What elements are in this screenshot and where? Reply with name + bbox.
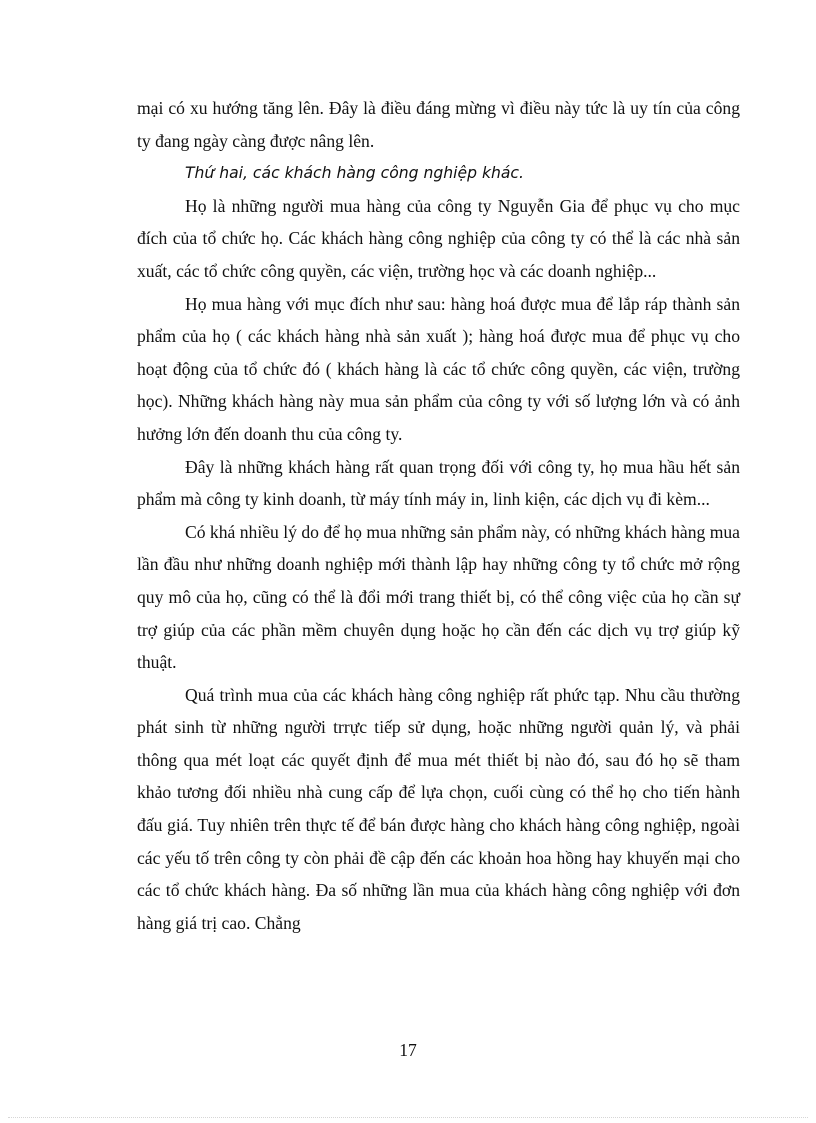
paragraph-continuation: mại có xu hướng tăng lên. Đây là điều đáng mừng vì điều này tức là uy tín của công ty đang ngày càng được nâng lên.: [137, 98, 740, 151]
body-text: [137, 92, 740, 939]
page-number: 17: [399, 1040, 417, 1060]
page-bottom-divider: [8, 1117, 808, 1118]
paragraph: Có khá nhiều lý do để họ mua những sản phẩm này, có những khách hàng mua lần đầu như những doanh nghiệp mới thành lập hay những công ty tổ chức mở rộng quy mô của họ, cũng có thể là đổi mới trang thiết bị, có thể công việc của họ cần sự trợ giúp của các phần mềm chuyên dụng hoặc họ cần đến các dịch vụ trợ giúp kỹ thuật.: [137, 521, 740, 673]
paragraph: Họ mua hàng với mục đích như sau: hàng hoá được mua để lắp ráp thành sản phẩm của họ ( các khách hàng nhà sản xuất ); hàng hoá được mua để phục vụ cho hoạt động của tổ chức đó ( khách hàng là các tổ chức công quyền, các viện, trường học). Những khách hàng này mua sản phẩm của công ty với số lượng lớn và có ảnh hưởng lớn đến doanh thu của công ty.: [137, 293, 740, 444]
paragraph: Quá trình mua của các khách hàng công nghiệp rất phức tạp. Nhu cầu thường phát sinh từ những người trrực tiếp sử dụng, hoặc những người quản lý, và phải thông qua mét loạt các quyết định để mua mét thiết bị nào đó, sau đó họ sẽ tham khảo tương đối nhiều nhà cung cấp để lựa chọn, cuối cùng có thể họ cho tiến hành đấu giá. Tuy nhiên trên thực tế để bán được hàng cho khách hàng công nghiệp, ngoài các yếu tố trên công ty còn phải đề cập đến các khoản hoa hồng hay khuyến mại cho các tổ chức khách hàng. Đa số những lần mua của khách hàng công nghiệp với đơn hàng giá trị cao. Chẳng: [137, 684, 740, 933]
paragraph: Họ là những người mua hàng của công ty Nguyễn Gia để phục vụ cho mục đích của tổ chức họ. Các khách hàng công nghiệp của công ty có thể là các nhà sản xuất, các tổ chức công quyền, các viện, trường học và các doanh nghiệp...: [137, 195, 740, 281]
section-heading: Thứ hai, các khách hàng công nghiệp khác.: [185, 164, 524, 183]
paragraph: Đây là những khách hàng rất quan trọng đối với công ty, họ mua hầu hết sản phẩm mà công ty kinh doanh, từ máy tính máy in, linh kiện, các dịch vụ đi kèm...: [137, 456, 740, 510]
